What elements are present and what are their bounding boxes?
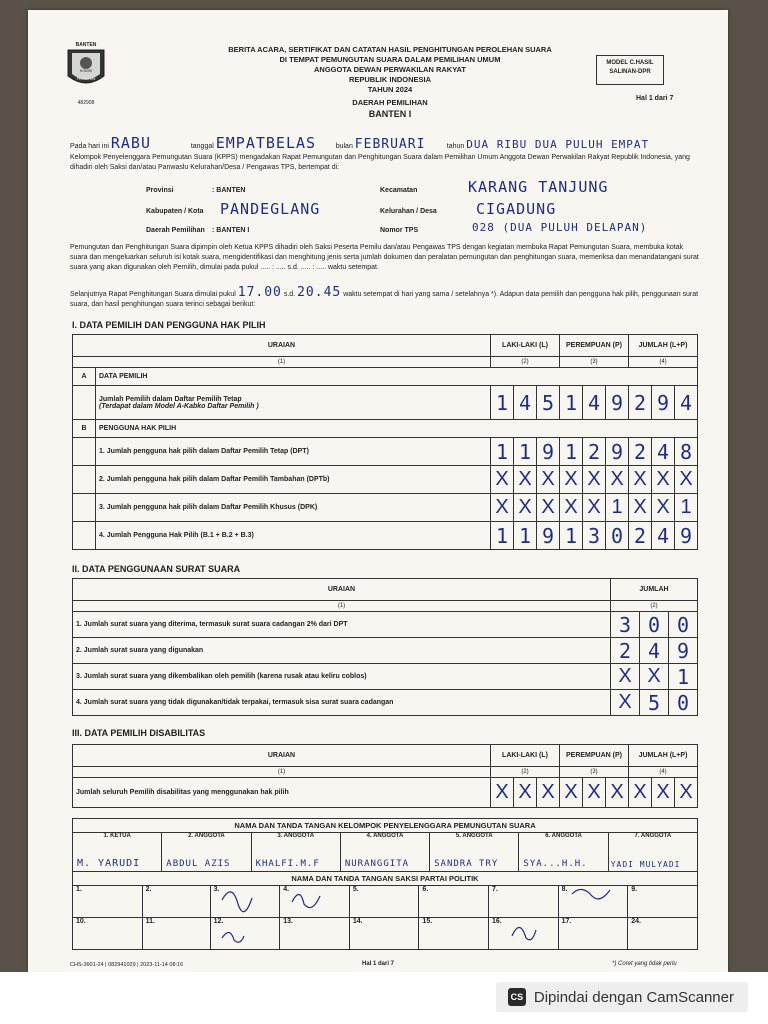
saksi-cell: 11.: [142, 918, 210, 950]
title-line-6: DAERAH PEMILIHAN: [352, 98, 428, 107]
s3-row: [73, 778, 698, 808]
title-line-5: TAHUN 2024: [367, 85, 413, 94]
procedure-paragraph: Pemungutan dan Penghitungan Suara dipimpin oleh Ketua KPPS dihadiri oleh Saksi Peserta Pemilu dan/atau Pengawas TPS dengan kegiatan membuka Rapat Pemungutan Suara, membuka kotak suara dan mengeluarkan seluruh isi kotak suara, mengidentifikasi dan menghitung jenis serta jumlah dokumen dan peralatan pemungutan dan penghitungan suara, memeriksa dan menandatangani surat suara yang akan digunakan oleh Pemilih, dimulai pada pukul ..... : ..... s.d. ..... : ..... waktu setempat.: [70, 244, 699, 271]
logo-code: 482908: [77, 100, 95, 106]
saksi-cell: 14.: [349, 918, 419, 950]
title-line-4: REPUBLIK INDONESIA: [348, 75, 432, 84]
title-line-1: BERITA ACARA, SERTIFIKAT DAN CATATAN HASIL PENGHITUNGAN PEROLEHAN SUARA: [228, 45, 552, 54]
kpps-name: KHALFI.M.F: [255, 859, 320, 869]
hari-label: Pada hari ini: [70, 143, 109, 150]
saksi-cell: 13.: [280, 918, 350, 950]
dpt-digit: 1: [560, 386, 583, 420]
b1-digit: 1: [514, 438, 537, 466]
s2-row-label: 2. Jumlah surat suara yang digunakan: [73, 638, 611, 664]
b3-digit: X: [537, 494, 560, 522]
s2-digit: 1: [669, 664, 698, 690]
s3-digit: X: [560, 778, 583, 808]
saksi-cell: 17.: [558, 918, 628, 950]
s3-digit: X: [675, 778, 698, 808]
b4-digit: 2: [629, 522, 652, 550]
s3-digit: X: [606, 778, 629, 808]
b1-digit: 1: [560, 438, 583, 466]
camscanner-label: Dipindai dengan CamScanner: [533, 988, 734, 1006]
b4-digit: 3: [583, 522, 606, 550]
s3-colnum-3: (3): [560, 767, 629, 778]
saksi-cell: 1.: [73, 886, 143, 918]
kpps-signature-cell: [609, 833, 697, 871]
b3-digit: X: [583, 494, 606, 522]
dapil-label: Daerah Pemilihan: [146, 227, 205, 234]
saksi-signatures: [72, 880, 698, 960]
b3-digit: X: [652, 494, 675, 522]
kpps-role: 3. ANGGOTA: [277, 833, 315, 839]
s2-row-4: [73, 690, 698, 716]
sd-text: s.d.: [283, 291, 296, 298]
s3-digit: X: [491, 778, 514, 808]
s2-digit: 4: [640, 638, 669, 664]
s3-digit: X: [583, 778, 606, 808]
opening-paragraph: Kelompok Penyelenggara Pemungutan Suara (KPPS) mengadakan Rapat Pemungutan dan Penghitungan Suara dalam Pemilihan Umum Anggota Dewan Perwakilan Rakyat Republik Indonesia, yang dihadiri oleh Saksi dan/atau Panwaslu Kelurahan/Desa / Pengawas TPS, bertempat di:: [70, 154, 690, 171]
b1-digit: 8: [675, 438, 698, 466]
section2-title: II. DATA PENGGUNAAN SURAT SUARA: [72, 564, 241, 574]
start-time: 17.00: [237, 285, 282, 300]
dpt-digit: 4: [583, 386, 606, 420]
s2-col-uraian: URAIAN: [73, 579, 611, 601]
b3-digit: X: [629, 494, 652, 522]
section1-table: [72, 334, 698, 550]
title-line-2: DI TEMPAT PEMUNGUTAN SUARA DALAM PEMILIHAN UMUM: [279, 55, 501, 64]
bulan-value: FEBRUARI: [354, 137, 426, 152]
b4-label: 4. Jumlah Pengguna Hak Pilih (B.1 + B.2 + B.3): [96, 522, 491, 550]
dpt-label: Jumlah Pemilih dalam Daftar Pemilih Tetap: [99, 395, 242, 403]
s2-colnum-1: (1): [73, 601, 611, 612]
group-b-label: B: [73, 420, 96, 438]
s1-colnum-3: (3): [560, 357, 629, 368]
section1-title: I. DATA PEMILIH DAN PENGGUNA HAK PILIH: [72, 320, 266, 330]
b3-digit: X: [560, 494, 583, 522]
kpps-role: 2. ANGGOTA: [188, 833, 225, 839]
s2-row-2: [73, 638, 698, 664]
b4-digit: 1: [491, 522, 514, 550]
s2-digit: X: [611, 664, 640, 690]
end-time: 20.45: [297, 285, 342, 300]
s3-digit: X: [514, 778, 537, 808]
tps-value: 028 (DUA PULUH DELAPAN): [472, 221, 648, 234]
dpt-row: [73, 386, 698, 420]
document-title: [160, 45, 620, 119]
group-a-label: A: [73, 368, 96, 386]
saksi-cell: 9.: [628, 886, 698, 918]
s2-digit: X: [611, 690, 640, 716]
b1-label: 1. Jumlah pengguna hak pilih dalam Daftar Pemilih Tetap (DPT): [96, 438, 491, 466]
kpps-name: NURANGGITA: [344, 859, 410, 869]
provinsi-value: : BANTEN: [212, 187, 246, 194]
s1-colnum-2: (2): [491, 357, 560, 368]
b2-digit: X: [560, 466, 583, 494]
s2-digit: 2: [611, 638, 640, 664]
kecamatan-label: Kecamatan: [380, 187, 418, 194]
s2-digit: 0: [669, 612, 698, 638]
s2-digit: X: [640, 664, 669, 690]
s3-colnum-1: (1): [73, 767, 491, 778]
s2-colnum-2: (2): [611, 601, 698, 612]
kpps-name: YADI MULYADI: [610, 860, 681, 869]
kpu-logo: [58, 38, 114, 108]
model-line-2: SALINAN-DPR: [609, 69, 651, 75]
b1-digit: 4: [652, 438, 675, 466]
saksi-cell: 4.: [280, 886, 350, 918]
model-line-1: MODEL C.HASIL: [606, 60, 654, 66]
tahun-label: tahun: [446, 143, 465, 150]
b1-digit: 9: [537, 438, 560, 466]
b4-row: [73, 522, 698, 550]
dpt-sub: (Terdapat dalam Model A-Kabko Daftar Pemilih ): [99, 402, 259, 410]
s2-digit: 0: [669, 690, 698, 716]
kpps-signature-cell: [519, 833, 608, 871]
title-line-3: ANGGOTA DEWAN PERWAKILAN RAKYAT: [314, 65, 466, 74]
tps-label: Nomor TPS: [380, 227, 419, 234]
b4-digit: 4: [652, 522, 675, 550]
b2-digit: X: [583, 466, 606, 494]
dpt-digit: 5: [537, 386, 560, 420]
s3-colnum-4: (4): [629, 767, 698, 778]
hari-value: RABU: [110, 134, 151, 152]
kabupaten-label: Kabupaten / Kota: [146, 208, 204, 215]
procedure-end-text: waktu setempat di hari yang sama / setelahnya *). Adapun data pemilih dan pengguna hak pilih, penggunaan surat suara, dan hasil penghitungan suara terinci sebagai berikut:: [70, 291, 699, 308]
s2-digit: 0: [640, 612, 669, 638]
b1-digit: 9: [606, 438, 629, 466]
kpps-role: 5. ANGGOTA: [455, 833, 493, 839]
s1-colnum-4: (4): [629, 357, 698, 368]
kpps-signature-cell: [252, 833, 341, 871]
s2-digit: 9: [669, 638, 698, 664]
dapil-value: : BANTEN I: [212, 227, 250, 234]
section3-table: [72, 744, 698, 808]
s2-row-label: 1. Jumlah surat suara yang diterima, termasuk surat suara cadangan 2% dari DPT: [73, 612, 611, 638]
kecamatan-value: KARANG TANJUNG: [468, 178, 609, 196]
kpps-signature-cell: [73, 833, 162, 871]
saksi-cell: 2.: [142, 886, 210, 918]
b3-digit: 1: [606, 494, 629, 522]
b4-digit: 1: [514, 522, 537, 550]
b2-digit: X: [514, 466, 537, 494]
kpps-role: 7. ANGGOTA: [634, 833, 672, 839]
dpt-digit: 9: [652, 386, 675, 420]
kpps-title: NAMA DAN TANDA TANGAN KELOMPOK PENYELENGGARA PEMUNGUTAN SUARA: [73, 819, 698, 833]
s1-col-jumlah: JUMLAH (L+P): [629, 335, 698, 357]
kpps-name: M. YARUDI: [77, 858, 141, 869]
b2-digit: X: [629, 466, 652, 494]
bulan-label: bulan: [335, 143, 353, 150]
saksi-cell: 5.: [349, 886, 419, 918]
b2-digit: X: [606, 466, 629, 494]
b4-digit: 9: [537, 522, 560, 550]
s3-col-laki: LAKI-LAKI (L): [491, 745, 560, 767]
kpps-role: 6. ANGGOTA: [545, 833, 582, 839]
logo-text-bottom: PEMILIHAN: [76, 77, 96, 81]
s2-digit: 3: [611, 612, 640, 638]
saksi-title: NAMA DAN TANDA TANGAN SAKSI PARTAI POLITIK: [73, 872, 698, 886]
s2-row-3: [73, 664, 698, 690]
s3-row-label: Jumlah seluruh Pemilih disabilitas yang menggunakan hak pilih: [73, 778, 491, 808]
saksi-cell: 15.: [419, 918, 489, 950]
kpps-role: 1. KETUA: [103, 833, 131, 839]
kelurahan-value: CIGADUNG: [476, 200, 557, 218]
s2-digit: 5: [640, 690, 669, 716]
s1-col-laki: LAKI-LAKI (L): [491, 335, 560, 357]
group-b-title: PENGGUNA HAK PILIH: [96, 420, 698, 438]
s3-col-jumlah: JUMLAH (L+P): [629, 745, 698, 767]
procedure-paragraph-2: [70, 285, 700, 310]
kabupaten-value: PANDEGLANG: [220, 200, 321, 218]
saksi-cell: 24.: [628, 918, 698, 950]
logo-text-top: BANTEN: [75, 42, 97, 48]
s1-col-uraian: URAIAN: [73, 335, 491, 357]
b2-label: 2. Jumlah pengguna hak pilih dalam Daftar Pemilih Tambahan (DPTb): [96, 466, 491, 494]
saksi-cell: 10.: [73, 918, 143, 950]
footer-code: CHS-3601-24 | 082941029 | 2023-11-14 08:16: [70, 962, 184, 968]
kpps-row: [73, 833, 698, 872]
b1-digit: 2: [629, 438, 652, 466]
group-a-title: DATA PEMILIH: [96, 368, 698, 386]
dpt-digit: 1: [491, 386, 514, 420]
s3-col-uraian: URAIAN: [73, 745, 491, 767]
s1-colnum-1: (1): [73, 357, 491, 368]
b1-row: [73, 438, 698, 466]
b2-digit: X: [675, 466, 698, 494]
footer-note: *) Coret yang tidak perlu: [612, 961, 677, 967]
kpps-name: SYA...H.H.: [523, 859, 588, 869]
s3-digit: X: [652, 778, 675, 808]
b4-digit: 9: [675, 522, 698, 550]
b2-digit: X: [491, 466, 514, 494]
b3-digit: X: [514, 494, 537, 522]
b3-digit: 1: [675, 494, 698, 522]
b1-digit: 1: [491, 438, 514, 466]
dpt-digit: 2: [629, 386, 652, 420]
b3-row: [73, 494, 698, 522]
kpps-role: 4. ANGGOTA: [366, 833, 404, 839]
s3-colnum-2: (2): [491, 767, 560, 778]
b4-digit: 1: [560, 522, 583, 550]
b3-digit: X: [491, 494, 514, 522]
s2-row-label: 3. Jumlah surat suara yang dikembalikan oleh pemilih (karena rusak atau keliru coblos): [73, 664, 611, 690]
tahun-value: DUA RIBU DUA PULUH EMPAT: [466, 138, 650, 151]
page-label: Hal 1 dari 7: [636, 95, 674, 102]
saksi-cell: 3.: [210, 886, 280, 918]
s2-row-1: [73, 612, 698, 638]
dpt-digit: 4: [514, 386, 537, 420]
dpt-digit: 4: [675, 386, 698, 420]
procedure-start-text: Selanjutnya Rapat Penghitungan Suara dimulai pukul: [70, 291, 236, 298]
s1-col-perempuan: PEREMPUAN (P): [560, 335, 629, 357]
saksi-cell: 8.: [558, 886, 628, 918]
footer-page: Hal 1 dari 7: [362, 961, 395, 967]
s2-row-label: 4. Jumlah surat suara yang tidak digunakan/tidak terpakai, termasuk sisa surat suara cadangan: [73, 690, 611, 716]
b4-digit: 0: [606, 522, 629, 550]
saksi-cell: 7.: [489, 886, 559, 918]
b2-digit: X: [652, 466, 675, 494]
saksi-cell: 12.: [210, 918, 280, 950]
kpps-signature-cell: [430, 833, 519, 871]
b1-digit: 2: [583, 438, 606, 466]
camscanner-icon: CS: [508, 988, 526, 1006]
kpps-signature-cell: [341, 833, 430, 871]
opening-line: [70, 134, 700, 152]
s3-digit: X: [537, 778, 560, 808]
kpps-name: SANDRA TRY: [434, 859, 499, 869]
section3-title: III. DATA PEMILIH DISABILITAS: [72, 728, 206, 738]
b3-label: 3. Jumlah pengguna hak pilih dalam Daftar Pemilih Khusus (DPK): [96, 494, 491, 522]
saksi-cell: 16.: [489, 918, 559, 950]
region-title: BANTEN I: [368, 109, 412, 119]
tanggal-label: tanggal: [190, 143, 214, 150]
b2-digit: X: [537, 466, 560, 494]
s2-col-jumlah: JUMLAH: [611, 579, 698, 601]
provinsi-label: Provinsi: [146, 187, 174, 194]
saksi-cell: 6.: [419, 886, 489, 918]
section2-table: [72, 578, 698, 716]
logo-text-mid: KOMISI: [79, 69, 93, 73]
s3-col-perempuan: PEREMPUAN (P): [560, 745, 629, 767]
model-box: [596, 55, 664, 85]
kpps-signature-cell: [162, 833, 251, 871]
tanggal-value: EMPATBELAS: [215, 134, 317, 152]
camscanner-badge: [496, 982, 748, 1012]
s3-digit: X: [629, 778, 652, 808]
dpt-digit: 9: [606, 386, 629, 420]
kpps-name: ABDUL AZIS: [166, 859, 231, 869]
b2-row: [73, 466, 698, 494]
kelurahan-label: Kelurahan / Desa: [380, 208, 437, 215]
